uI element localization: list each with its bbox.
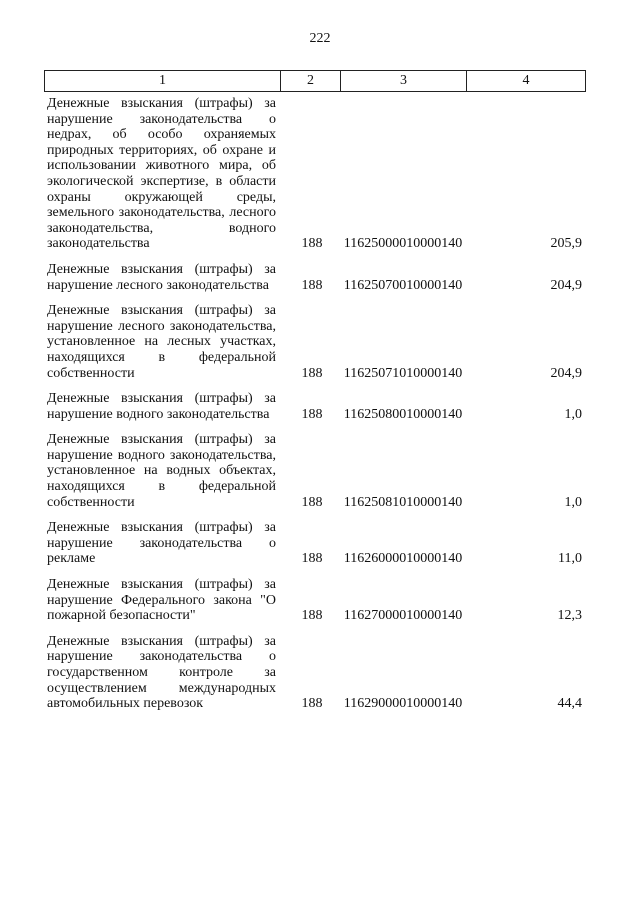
row-kbk-code: 11625070010000140 <box>343 277 463 293</box>
row-amount: 205,9 <box>550 236 582 252</box>
row-admin-code: 188 <box>301 406 323 422</box>
row-description: Денежные взыскания (штрафы) за нарушение Федерального закона "О пожарной безопасности" <box>47 577 276 624</box>
row-amount: 204,9 <box>550 365 582 381</box>
row-kbk-code: 11625071010000140 <box>343 365 463 381</box>
row-amount: 44,4 <box>557 696 582 712</box>
table-row <box>44 391 586 422</box>
row-amount: 204,9 <box>550 277 582 293</box>
row-description: Денежные взыскания (штрафы) за нарушение законодательства о рекламе <box>47 520 276 567</box>
table-row <box>44 577 586 624</box>
table-body <box>44 96 586 722</box>
header-col-4: 4 <box>522 73 530 88</box>
row-admin-code: 188 <box>301 494 323 510</box>
row-admin-code: 188 <box>301 236 323 252</box>
row-amount: 1,0 <box>564 494 582 510</box>
table-row <box>44 96 586 252</box>
row-amount: 11,0 <box>558 551 582 567</box>
row-kbk-code: 11629000010000140 <box>343 696 463 712</box>
row-kbk-code: 11625081010000140 <box>343 494 463 510</box>
row-description: Денежные взыскания (штрафы) за нарушение водного законодательства, установленное на водных объектах, находящихся в федеральной собственности <box>47 432 276 510</box>
header-col-3: 3 <box>341 71 467 91</box>
row-kbk-code: 11625000010000140 <box>343 236 463 252</box>
page-number: 222 <box>309 31 331 46</box>
table-row <box>44 303 586 381</box>
row-admin-code: 188 <box>301 277 323 293</box>
table-row <box>44 432 586 510</box>
header-col-1: 1 <box>45 71 281 91</box>
row-admin-code: 188 <box>301 608 323 624</box>
row-kbk-code: 11626000010000140 <box>343 551 463 567</box>
row-description: Денежные взыскания (штрафы) за нарушение лесного законодательства <box>47 261 276 293</box>
row-kbk-code: 11627000010000140 <box>343 608 463 624</box>
table-row <box>44 634 586 712</box>
row-description: Денежные взыскания (штрафы) за нарушение законодательства о недрах, об особо охраняемых природных территориях, об охране и использовании животного мира, об экологической экспертизе, в области охраны окружающей среды, земельного законодательства, лесного законодательства, водного законодательства <box>47 96 276 252</box>
row-description: Денежные взыскания (штрафы) за нарушение законодательства о государственном контроле за осуществлением международных автомобильных перевозок <box>47 633 276 712</box>
row-description: Денежные взыскания (штрафы) за нарушение водного законодательства <box>47 391 276 422</box>
row-amount: 1,0 <box>564 406 582 422</box>
row-kbk-code: 11625080010000140 <box>343 406 463 422</box>
row-admin-code: 188 <box>301 365 323 381</box>
row-admin-code: 188 <box>301 551 323 567</box>
table-header <box>44 70 586 92</box>
row-amount: 12,3 <box>557 608 582 624</box>
header-col-2: 2 <box>281 71 341 91</box>
table-row <box>44 520 586 567</box>
row-admin-code: 188 <box>301 696 323 712</box>
row-description: Денежные взыскания (штрафы) за нарушение лесного законодательства, установленное на лесных участках, находящихся в федеральной собственности <box>47 303 276 381</box>
table-row <box>44 262 586 293</box>
